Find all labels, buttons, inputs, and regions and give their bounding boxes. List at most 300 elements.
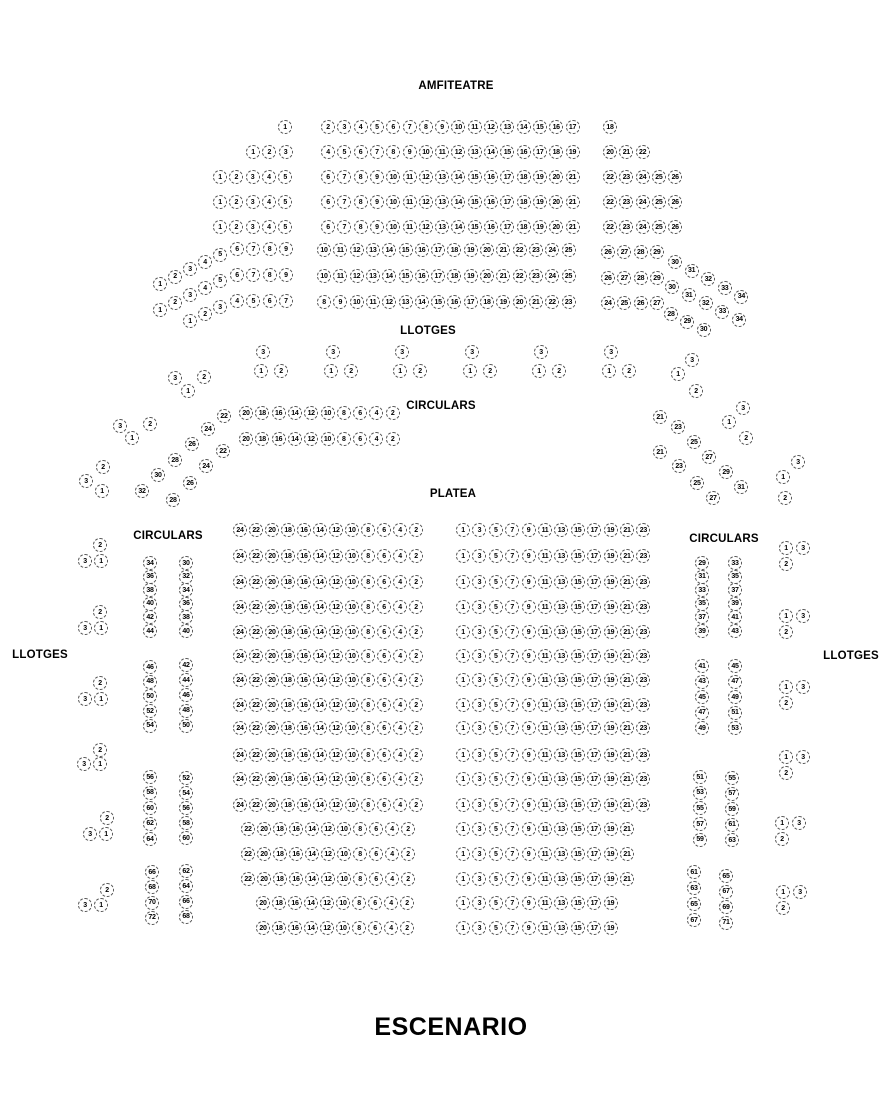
seat[interactable]: 1 [246,145,260,159]
seat[interactable]: 1 [456,772,470,786]
seat[interactable]: 16 [484,195,498,209]
seat[interactable]: 2 [386,432,400,446]
seat[interactable]: 17 [587,575,601,589]
seat[interactable]: 10 [345,698,359,712]
seat[interactable]: 5 [278,195,292,209]
seat[interactable]: 22 [603,195,617,209]
seat[interactable]: 4 [393,721,407,735]
seat[interactable]: 3 [685,353,699,367]
seat[interactable]: 31 [695,570,709,584]
seat[interactable]: 13 [554,798,568,812]
seat[interactable]: 23 [636,575,650,589]
seat[interactable]: 12 [329,600,343,614]
seat[interactable]: 1 [456,847,470,861]
seat[interactable]: 18 [281,549,295,563]
seat[interactable]: 14 [451,195,465,209]
seat[interactable]: 20 [257,822,271,836]
seat[interactable]: 18 [281,673,295,687]
seat[interactable]: 11 [333,243,347,257]
seat[interactable]: 2 [779,696,793,710]
seat[interactable]: 49 [695,721,709,735]
seat[interactable]: 5 [489,698,503,712]
seat[interactable]: 20 [265,600,279,614]
seat[interactable]: 24 [636,220,650,234]
seat[interactable]: 2 [409,748,423,762]
seat[interactable]: 20 [549,195,563,209]
seat[interactable]: 19 [464,269,478,283]
seat[interactable]: 21 [620,625,634,639]
seat[interactable]: 1 [95,484,109,498]
seat[interactable]: 13 [554,575,568,589]
seat[interactable]: 21 [529,295,543,309]
seat[interactable]: 22 [249,798,263,812]
seat[interactable]: 25 [652,195,666,209]
seat[interactable]: 66 [179,895,193,909]
seat[interactable]: 15 [571,847,585,861]
seat[interactable]: 8 [386,145,400,159]
seat[interactable]: 4 [385,822,399,836]
seat[interactable]: 5 [370,120,384,134]
seat[interactable]: 34 [143,556,157,570]
seat[interactable]: 21 [566,220,580,234]
seat[interactable]: 2 [409,600,423,614]
seat[interactable]: 20 [549,220,563,234]
seat[interactable]: 25 [562,269,576,283]
seat[interactable]: 20 [265,798,279,812]
seat[interactable]: 13 [554,772,568,786]
seat[interactable]: 22 [249,649,263,663]
seat[interactable]: 5 [489,748,503,762]
seat[interactable]: 8 [361,698,375,712]
seat[interactable]: 2 [409,772,423,786]
seat[interactable]: 11 [403,220,417,234]
seat[interactable]: 58 [179,816,193,830]
seat[interactable]: 24 [201,422,215,436]
seat[interactable]: 2 [400,896,414,910]
seat[interactable]: 21 [620,772,634,786]
seat[interactable]: 14 [313,698,327,712]
seat[interactable]: 17 [587,847,601,861]
seat[interactable]: 4 [385,872,399,886]
seat[interactable]: 2 [409,523,423,537]
seat[interactable]: 14 [304,896,318,910]
seat[interactable]: 7 [505,575,519,589]
seat[interactable]: 11 [538,896,552,910]
seat[interactable]: 5 [489,921,503,935]
seat[interactable]: 9 [522,798,536,812]
seat[interactable]: 18 [517,220,531,234]
seat[interactable]: 23 [636,748,650,762]
seat[interactable]: 21 [496,243,510,257]
seat[interactable]: 12 [329,625,343,639]
seat[interactable]: 5 [278,170,292,184]
seat[interactable]: 7 [505,872,519,886]
seat[interactable]: 22 [249,721,263,735]
seat[interactable]: 9 [370,220,384,234]
seat[interactable]: 14 [304,921,318,935]
seat[interactable]: 5 [489,673,503,687]
seat[interactable]: 11 [538,523,552,537]
seat[interactable]: 10 [386,170,400,184]
seat[interactable]: 22 [636,145,650,159]
seat[interactable]: 12 [329,523,343,537]
seat[interactable]: 29 [680,315,694,329]
seat[interactable]: 27 [617,271,631,285]
seat[interactable]: 5 [489,896,503,910]
seat[interactable]: 8 [361,673,375,687]
seat[interactable]: 3 [472,748,486,762]
seat[interactable]: 17 [587,748,601,762]
seat[interactable]: 44 [143,624,157,638]
seat[interactable]: 1 [153,277,167,291]
seat[interactable]: 4 [393,549,407,563]
seat[interactable]: 3 [256,345,270,359]
seat[interactable]: 2 [386,406,400,420]
seat[interactable]: 2 [776,901,790,915]
seat[interactable]: 15 [571,822,585,836]
seat[interactable]: 7 [505,798,519,812]
seat[interactable]: 26 [668,170,682,184]
seat[interactable]: 17 [587,872,601,886]
seat[interactable]: 8 [361,600,375,614]
seat[interactable]: 9 [522,523,536,537]
seat[interactable]: 46 [179,688,193,702]
seat[interactable]: 8 [354,195,368,209]
seat[interactable]: 12 [320,921,334,935]
seat[interactable]: 2 [197,370,211,384]
seat[interactable]: 21 [620,575,634,589]
seat[interactable]: 18 [281,772,295,786]
seat[interactable]: 2 [198,307,212,321]
seat[interactable]: 7 [337,170,351,184]
seat[interactable]: 2 [401,872,415,886]
seat[interactable]: 13 [554,625,568,639]
seat[interactable]: 3 [472,798,486,812]
seat[interactable]: 8 [419,120,433,134]
seat[interactable]: 31 [685,264,699,278]
seat[interactable]: 17 [533,145,547,159]
seat[interactable]: 9 [279,242,293,256]
seat[interactable]: 1 [94,554,108,568]
seat[interactable]: 26 [601,271,615,285]
seat[interactable]: 3 [465,345,479,359]
seat[interactable]: 5 [489,625,503,639]
seat[interactable]: 1 [456,872,470,886]
seat[interactable]: 40 [179,624,193,638]
seat[interactable]: 15 [571,772,585,786]
seat[interactable]: 8 [353,847,367,861]
seat[interactable]: 29 [695,556,709,570]
seat[interactable]: 12 [329,748,343,762]
seat[interactable]: 18 [281,798,295,812]
seat[interactable]: 1 [278,120,292,134]
seat[interactable]: 11 [538,772,552,786]
seat[interactable]: 13 [554,872,568,886]
seat[interactable]: 48 [179,704,193,718]
seat[interactable]: 15 [399,243,413,257]
seat[interactable]: 6 [377,673,391,687]
seat[interactable]: 2 [344,364,358,378]
seat[interactable]: 2 [409,625,423,639]
seat[interactable]: 11 [538,748,552,762]
seat[interactable]: 3 [168,371,182,385]
seat[interactable]: 29 [650,245,664,259]
seat[interactable]: 17 [500,195,514,209]
seat[interactable]: 15 [500,145,514,159]
seat[interactable]: 14 [313,600,327,614]
seat[interactable]: 10 [345,721,359,735]
seat[interactable]: 25 [617,296,631,310]
seat[interactable]: 15 [571,721,585,735]
seat[interactable]: 15 [571,649,585,663]
seat[interactable]: 16 [297,798,311,812]
seat[interactable]: 39 [728,597,742,611]
seat[interactable]: 21 [620,798,634,812]
seat[interactable]: 25 [652,220,666,234]
seat[interactable]: 2 [401,822,415,836]
seat[interactable]: 23 [636,698,650,712]
seat[interactable]: 3 [472,649,486,663]
seat[interactable]: 32 [701,272,715,286]
seat[interactable]: 41 [695,659,709,673]
seat[interactable]: 20 [256,921,270,935]
seat[interactable]: 6 [377,798,391,812]
seat[interactable]: 12 [320,896,334,910]
seat[interactable]: 24 [233,625,247,639]
seat[interactable]: 1 [181,384,195,398]
seat[interactable]: 11 [403,170,417,184]
seat[interactable]: 2 [100,883,114,897]
seat[interactable]: 18 [603,120,617,134]
seat[interactable]: 10 [337,872,351,886]
seat[interactable]: 26 [668,220,682,234]
seat[interactable]: 1 [213,170,227,184]
seat[interactable]: 15 [431,295,445,309]
seat[interactable]: 18 [281,625,295,639]
seat[interactable]: 10 [336,921,350,935]
seat[interactable]: 3 [77,757,91,771]
seat[interactable]: 13 [468,145,482,159]
seat[interactable]: 3 [395,345,409,359]
seat[interactable]: 1 [463,364,477,378]
seat[interactable]: 6 [377,721,391,735]
seat[interactable]: 5 [337,145,351,159]
seat[interactable]: 15 [571,896,585,910]
seat[interactable]: 8 [337,432,351,446]
seat[interactable]: 21 [620,673,634,687]
seat[interactable]: 23 [636,772,650,786]
seat[interactable]: 2 [93,538,107,552]
seat[interactable]: 1 [779,541,793,555]
seat[interactable]: 3 [472,921,486,935]
seat[interactable]: 13 [554,721,568,735]
seat[interactable]: 14 [517,120,531,134]
seat[interactable]: 4 [385,847,399,861]
seat[interactable]: 24 [233,748,247,762]
seat[interactable]: 6 [377,625,391,639]
seat[interactable]: 16 [297,549,311,563]
seat[interactable]: 18 [255,406,269,420]
seat[interactable]: 4 [393,575,407,589]
seat[interactable]: 1 [456,575,470,589]
seat[interactable]: 19 [604,625,618,639]
seat[interactable]: 43 [695,675,709,689]
seat[interactable]: 8 [354,170,368,184]
seat[interactable]: 24 [233,798,247,812]
seat[interactable]: 27 [702,450,716,464]
seat[interactable]: 12 [419,195,433,209]
seat[interactable]: 20 [549,170,563,184]
seat[interactable]: 34 [179,583,193,597]
seat[interactable]: 24 [233,772,247,786]
seat[interactable]: 2 [409,549,423,563]
seat[interactable]: 19 [604,698,618,712]
seat[interactable]: 25 [652,170,666,184]
seat[interactable]: 2 [274,364,288,378]
seat[interactable]: 2 [409,575,423,589]
seat[interactable]: 23 [562,295,576,309]
seat[interactable]: 8 [361,748,375,762]
seat[interactable]: 34 [734,290,748,304]
seat[interactable]: 1 [775,816,789,830]
seat[interactable]: 1 [456,673,470,687]
seat[interactable]: 3 [472,523,486,537]
seat[interactable]: 18 [517,170,531,184]
seat[interactable]: 22 [249,698,263,712]
seat[interactable]: 10 [345,772,359,786]
seat[interactable]: 15 [571,748,585,762]
seat[interactable]: 19 [604,896,618,910]
seat[interactable]: 61 [725,818,739,832]
seat[interactable]: 58 [143,786,157,800]
seat[interactable]: 24 [636,195,650,209]
seat[interactable]: 1 [456,625,470,639]
seat[interactable]: 13 [554,523,568,537]
seat[interactable]: 20 [239,432,253,446]
seat[interactable]: 16 [484,170,498,184]
seat[interactable]: 42 [143,610,157,624]
seat[interactable]: 14 [305,822,319,836]
seat[interactable]: 11 [538,549,552,563]
seat[interactable]: 23 [636,549,650,563]
seat[interactable]: 23 [529,269,543,283]
seat[interactable]: 6 [377,549,391,563]
seat[interactable]: 20 [265,721,279,735]
seat[interactable]: 21 [620,549,634,563]
seat[interactable]: 10 [345,798,359,812]
seat[interactable]: 27 [706,491,720,505]
seat[interactable]: 3 [793,885,807,899]
seat[interactable]: 5 [489,721,503,735]
seat[interactable]: 11 [538,600,552,614]
seat[interactable]: 8 [353,872,367,886]
seat[interactable]: 21 [620,748,634,762]
seat[interactable]: 2 [409,721,423,735]
seat[interactable]: 10 [345,748,359,762]
seat[interactable]: 15 [399,269,413,283]
seat[interactable]: 3 [78,692,92,706]
seat[interactable]: 1 [722,415,736,429]
seat[interactable]: 61 [687,865,701,879]
seat[interactable]: 20 [513,295,527,309]
seat[interactable]: 9 [522,575,536,589]
seat[interactable]: 7 [505,896,519,910]
seat[interactable]: 13 [554,673,568,687]
seat[interactable]: 6 [386,120,400,134]
seat[interactable]: 22 [249,549,263,563]
seat[interactable]: 18 [281,575,295,589]
seat[interactable]: 23 [671,420,685,434]
seat[interactable]: 18 [273,872,287,886]
seat[interactable]: 9 [522,673,536,687]
seat[interactable]: 2 [409,798,423,812]
seat[interactable]: 20 [265,549,279,563]
seat[interactable]: 17 [587,649,601,663]
seat[interactable]: 19 [496,295,510,309]
seat[interactable]: 14 [288,432,302,446]
seat[interactable]: 17 [587,625,601,639]
seat[interactable]: 5 [489,649,503,663]
seat[interactable]: 3 [472,847,486,861]
seat[interactable]: 32 [699,296,713,310]
seat[interactable]: 18 [517,195,531,209]
seat[interactable]: 8 [361,625,375,639]
seat[interactable]: 17 [587,721,601,735]
seat[interactable]: 22 [249,523,263,537]
seat[interactable]: 21 [566,195,580,209]
seat[interactable]: 3 [472,896,486,910]
seat[interactable]: 36 [143,570,157,584]
seat[interactable]: 11 [366,295,380,309]
seat[interactable]: 53 [693,786,707,800]
seat[interactable]: 8 [361,575,375,589]
seat[interactable]: 12 [451,145,465,159]
seat[interactable]: 14 [313,673,327,687]
seat[interactable]: 1 [153,303,167,317]
seat[interactable]: 3 [796,750,810,764]
seat[interactable]: 16 [297,600,311,614]
seat[interactable]: 14 [313,748,327,762]
seat[interactable]: 23 [529,243,543,257]
seat[interactable]: 11 [538,698,552,712]
seat[interactable]: 14 [313,798,327,812]
seat[interactable]: 22 [603,220,617,234]
seat[interactable]: 18 [273,847,287,861]
seat[interactable]: 12 [419,220,433,234]
seat[interactable]: 3 [472,625,486,639]
seat[interactable]: 24 [233,549,247,563]
seat[interactable]: 12 [419,170,433,184]
seat[interactable]: 48 [143,675,157,689]
seat[interactable]: 17 [566,120,580,134]
seat[interactable]: 12 [321,872,335,886]
seat[interactable]: 13 [554,847,568,861]
seat[interactable]: 10 [337,822,351,836]
seat[interactable]: 36 [179,597,193,611]
seat[interactable]: 14 [313,625,327,639]
seat[interactable]: 1 [532,364,546,378]
seat[interactable]: 15 [571,549,585,563]
seat[interactable]: 1 [602,364,616,378]
seat[interactable]: 13 [554,649,568,663]
seat[interactable]: 4 [393,698,407,712]
seat[interactable]: 22 [513,269,527,283]
seat[interactable]: 3 [736,401,750,415]
seat[interactable]: 12 [329,575,343,589]
seat[interactable]: 8 [352,896,366,910]
seat[interactable]: 1 [456,649,470,663]
seat[interactable]: 20 [265,523,279,537]
